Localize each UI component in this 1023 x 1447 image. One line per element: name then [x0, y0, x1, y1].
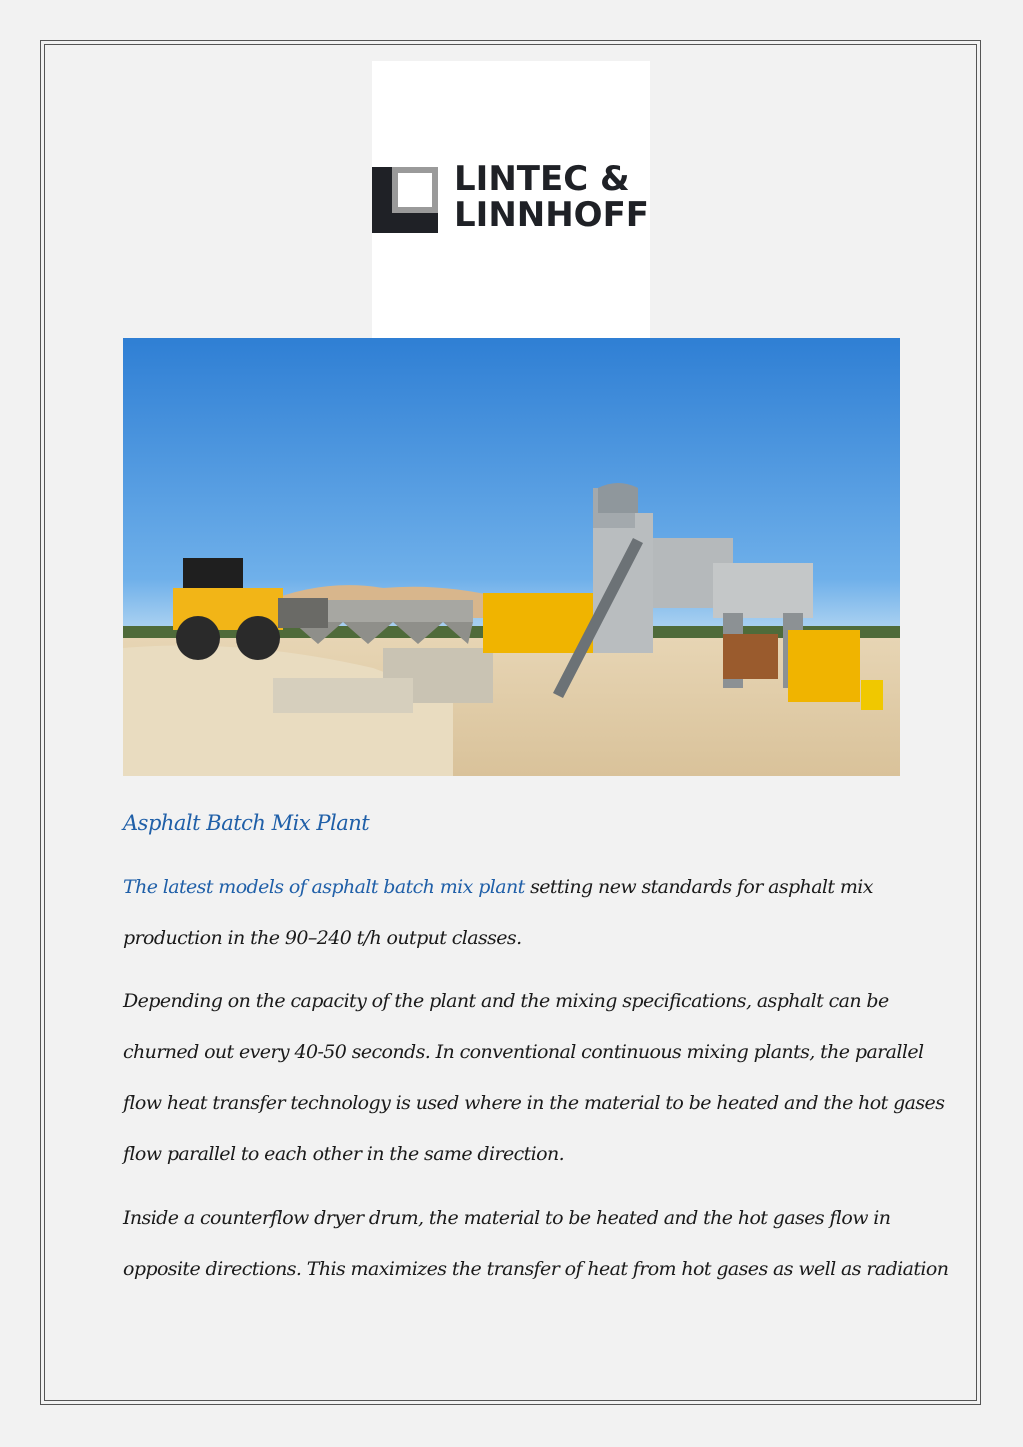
paragraph-intro — [123, 862, 893, 964]
paragraph-capacity-line-2: churned out every 40-50 seconds. In conventional continuous mixing plants, the parallel — [123, 1041, 924, 1063]
paragraph-capacity-line-1: Depending on the capacity of the plant and the mixing specifications, asphalt can be — [123, 990, 889, 1012]
logo-wordmark — [454, 161, 649, 233]
intro-line-1-rest: setting new standards for asphalt mix — [524, 876, 873, 898]
logo-line-2: LINNHOFF — [454, 195, 650, 235]
paragraph-counterflow-line-2: opposite directions. This maximizes the transfer of heat from hot gases as well as radiation — [123, 1258, 949, 1280]
paragraph-capacity — [123, 976, 945, 1180]
logo-square-icon — [372, 167, 438, 233]
article-heading: Asphalt Batch Mix Plant — [123, 811, 370, 835]
paragraph-intro-line-2: production in the 90–240 t/h output classes. — [123, 927, 522, 949]
logo-line-1: LINTEC & — [454, 159, 630, 199]
paragraph-capacity-line-3: flow heat transfer technology is used where in the material to be heated and the hot gases — [123, 1092, 945, 1114]
asphalt-plant-photo — [123, 338, 900, 776]
company-logo — [372, 61, 650, 338]
asphalt-batch-mix-plant-link[interactable]: The latest models of asphalt batch mix plant — [123, 876, 525, 898]
paragraph-counterflow — [123, 1193, 949, 1295]
paragraph-capacity-line-4: flow parallel to each other in the same direction. — [123, 1143, 565, 1165]
paragraph-counterflow-line-1: Inside a counterflow dryer drum, the material to be heated and the hot gases flow in — [123, 1207, 891, 1229]
paragraph-intro-line-1 — [123, 862, 893, 913]
